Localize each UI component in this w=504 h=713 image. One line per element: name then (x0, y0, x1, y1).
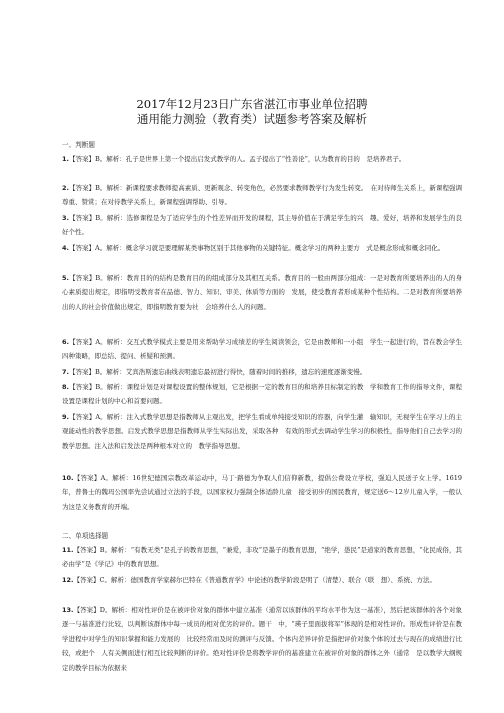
item-text: 【答案】B。解析：孔子是世界上第一个提出启发式教学的人。孟子提出了“性善论”，认为教育的目的 是培养君子。 (69, 155, 406, 163)
item-number: 8. (62, 383, 69, 391)
item-number: 10. (62, 474, 74, 482)
item-text: 【答案】B。解析：“有教无类”是孔子的教育思想，“兼爱，非攻”是墨子的教育思想，“绝学，愚民”是道家的教育思想，“化民成俗，其必由学”是《学记》中的教育思想。 (62, 546, 462, 569)
item-number: 9. (62, 413, 69, 421)
item-text: 【答案】A。解析：概念学习就是要理解某类事物区别于其他事物的关键特征。概念学习的两种主要方 式是概念形成和概念同化。 (69, 244, 445, 252)
answer-item-3 (62, 211, 462, 240)
item-number: 11. (62, 546, 74, 554)
section-heading-single-choice: 二、单项选择题 (62, 532, 109, 540)
answer-item-10 (62, 471, 462, 514)
item-text: 【答案】B。解析：教育目的的结构是教育目的的组成部分及其相互关系。教育目的一般由两部分组成：一是对教育所要培养出的人的身心素质提出规定，即指明受教育者在品德、智力、知识、审美、体质等方面的 发展，使受教育者形成某种个性结构。二是对教育所要培养出的人的社会价值做出规定，即指明教育要为社 会培养什么人的问题。 (62, 274, 462, 311)
answer-item-6 (62, 335, 462, 364)
answer-item-4 (62, 241, 462, 255)
item-text: 【答案】A。解析：注入式教学思想是指教师从主观出发，把学生看成单纯接受知识的容器，向学生灌 输知识，无视学生在学习上的主观能动性的教学思想。启发式教学思想是指教师从学生实际出发，采取各种 有效的形式去调动学生学习的积极性，指导他们自己去学习的教学思想。注入法和启发法是两种根本对立的 教学指导思想。 (62, 413, 462, 450)
answer-item-13 (62, 603, 462, 675)
item-number: 4. (62, 244, 69, 252)
answer-item-2 (62, 181, 462, 210)
item-text: 【答案】A。解析：16世纪德国宗教改革运动中，马丁·路德为争取人们信仰新教，提倡公费设立学校，强迫人民送子女上学。1619年，普鲁士的魏玛公国率先尝试通过立法的手段，以国家权力强制全体适龄儿童 接受初步的国民教育，规定送6～12岁儿童入学，一般认为这是义务教育的开端。 (62, 474, 462, 511)
item-number: 7. (62, 368, 69, 376)
item-text: 【答案】B。解析：新课程要求教师提高素质、更新观念、转变角色，必然要求教师教学行为发生转变。 在对待师生关系上，新课程强调尊重、赞赏；在对待教学关系上，新课程强调帮助、引导。 (62, 184, 462, 207)
answer-item-5 (62, 271, 462, 314)
item-text: 【答案】B。解析：课程计划是对课程设置的整体规划，它是根据一定的教育目的和培养目标制定的教 学和教育工作的指导文件，课程设置是课程计划的中心和首要问题。 (62, 383, 462, 406)
item-number: 6. (62, 338, 69, 346)
item-text: 【答案】A。解析：交互式教学模式主要是用来帮助学习成绩差的学生阅读领会，它是由教师和一小组 学生一起进行的，旨在教会学生四种策略，即总结、提问、析疑和预测。 (62, 338, 462, 361)
item-text: 【答案】B。解析：艾宾浩斯遗忘曲线表明遗忘最初进行得快，随着时间的推移，遗忘的速度逐渐变慢。 (69, 368, 367, 376)
section-heading-judgment: 一、判断题 (62, 141, 95, 149)
document-title-line-1: 2017年12月23日广东省湛江市事业单位招聘 (136, 97, 368, 111)
answer-item-12 (62, 573, 462, 587)
item-number: 3. (62, 214, 69, 222)
answer-item-7 (62, 365, 462, 379)
item-number: 13. (62, 606, 74, 614)
item-number: 12. (62, 576, 74, 584)
answer-item-8 (62, 380, 462, 409)
item-text: 【答案】C。解析：德国教育学家赫尔巴特在《普通教育学》中论述的教学阶段是明了（清楚）、联合（联 想）、系统、方法。 (73, 576, 436, 584)
item-number: 2. (62, 184, 69, 192)
item-text: 【答案】B。解析：选修课程是为了适应学生的个性差异而开发的课程，其主导价值在于满足学生的兴 趣、爱好，培养和发展学生的良好个性。 (62, 214, 462, 237)
answer-item-11 (62, 543, 462, 572)
item-number: 1. (62, 155, 69, 163)
document-title-line-2: 通用能力测验（教育类）试题参考答案及解析 (137, 112, 367, 126)
answer-item-9 (62, 410, 462, 453)
item-text: 【答案】D。解析：相对性评价是在被评价对象的群体中建立基准（通常以该群体的平均水平作为这一基准），然后把该群体的各个对象逐一与基准进行比较，以判断该群体中每一成员的相对优劣的评价。题干 中，“瑛子里面拔将军”体现的是相对性评价。形成性评价是在教学进程中对学生的知识掌握和能力发展的 比较经常而及时的测评与反馈。个体内差异评价是指把评价对象个体的过去与现在的成绩进行比较，或把个 人有关侧面进行相互比较判断的评价。绝对性评价是将教学评价的基准建立在被评价对象的群体之外（通常 是以教学大纲规定的教学目标为依据来 (62, 606, 462, 672)
item-number: 5. (62, 274, 69, 282)
answer-item-1 (62, 152, 462, 166)
